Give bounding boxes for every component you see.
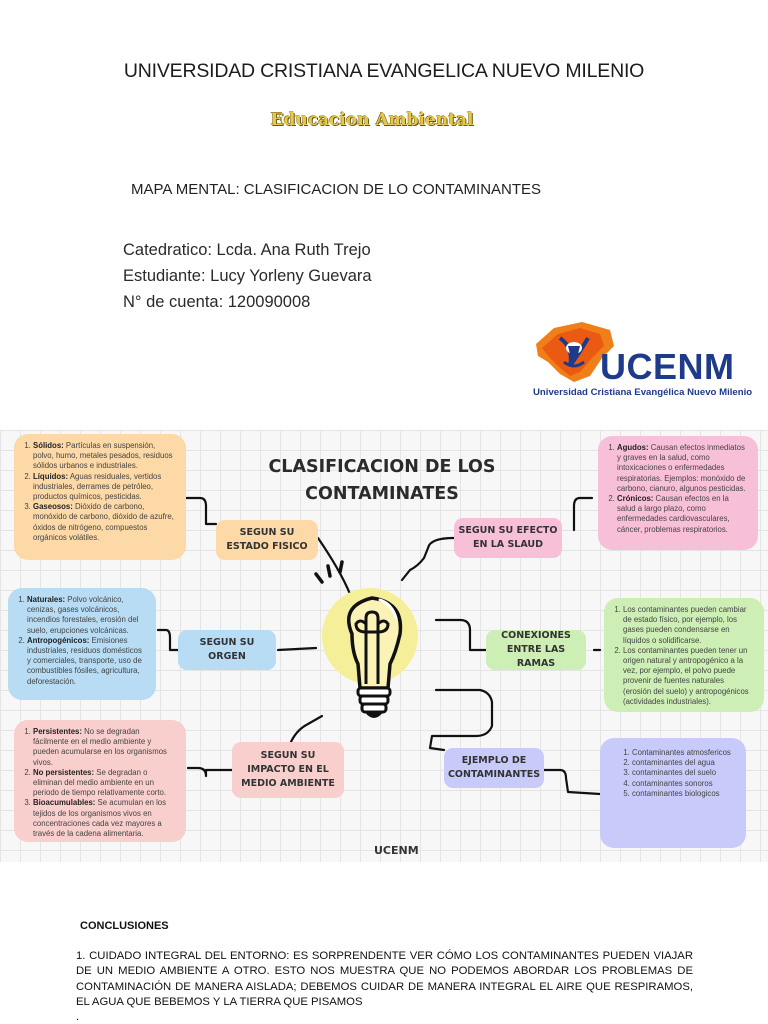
efecto-salud-list — [606, 443, 748, 535]
conclusions-text: 1. CUIDADO INTEGRAL DEL ENTORNO: ES SORPRENDENTE VER CÓMO LOS CONTAMINANTES PUEDEN VIAJAR DE UN MEDIO AMBIENTE A OTRO. ESTO NOS MUESTRA QUE NO PODEMOS ABORDAR LOS PROBLEMAS DE CONTAMINACIÓN DE MANERA AISLADA; DEBEMOS CUIDAR DE MANERA INTEGRAL EL AIRE QUE RESPIRAMOS, EL AGUA QUE BEBEMOS Y LA TIERRA QUE PISAMOS — [76, 950, 693, 1008]
list-item: 1. Los contaminantes pueden cambiar de estado físico, por ejemplo, los gases pueden condensarse en líquidos o solidificarse. — [623, 605, 754, 646]
node-conexiones: CONEXIONES ENTRE LAS RAMAS — [486, 630, 586, 670]
document-title: MAPA MENTAL: CLASIFICACION DE LO CONTAMINANTES — [131, 181, 542, 198]
list-item-term: Crónicos: — [617, 494, 654, 504]
list-item-text: Causan efectos en la salud a largo plazo, como enfermedades cardiovasculares, cáncer, problemas respiratorios. — [617, 494, 730, 534]
list-item-text: No se degradan fácilmente en el medio ambiente y pueden acumularse en los organismos vivos. — [33, 727, 167, 767]
list-item: 2. Los contaminantes pueden tener un origen natural y antropogénico a la vez, por ejemplo, el polvo puede provenir de fuentes naturales (erosión del suelo) y antropogénicos (actividades industriales). — [623, 646, 754, 707]
list-item-term: Agudos: — [617, 443, 649, 452]
list-item: 2. contaminantes del agua — [632, 758, 736, 768]
list-item — [617, 494, 748, 535]
list-item — [33, 441, 176, 472]
logo-wordmark: UCENM — [600, 346, 735, 387]
conexiones-list — [612, 605, 754, 707]
list-item-text: Causan efectos inmediatos y graves en la salud, como intoxicaciones o enfermedades respiratorias. Ejemplos: monóxido de carbono, cianuro, algunos pesticidas. — [617, 443, 746, 493]
list-item-term: Sólidos: — [33, 441, 64, 450]
conclusions-title: CONCLUSIONES — [80, 920, 169, 932]
list-item-text: Emisiones industriales, residuos domésticos y comerciales, transporte, uso de combustibles fósiles, agricultura, deforestación. — [27, 635, 142, 686]
ejemplo-list — [608, 748, 736, 799]
list-item-term: Persistentes: — [33, 727, 82, 736]
list-item — [33, 768, 176, 799]
list-item — [617, 443, 748, 494]
leaf-efecto-salud — [598, 436, 758, 550]
list-item-text: Se acumulan en los tejidos de los organismos vivos en concentraciones cada vez mayores a través de la cadena alimentaria. — [33, 798, 167, 839]
mind-map — [0, 430, 768, 862]
leaf-estado-fisico — [14, 434, 186, 560]
list-item: 4. contaminantes sonoros — [632, 779, 736, 789]
leaf-conexiones — [604, 598, 764, 712]
list-item-text: Partículas en suspensión, polvo, humo, metales pesados, residuos sólidos urbanos e industriales. — [33, 441, 173, 471]
list-item: 3. contaminantes del suelo — [632, 768, 736, 778]
list-item — [33, 472, 176, 503]
estado-fisico-list — [22, 441, 176, 543]
leaf-origen — [8, 588, 156, 700]
list-item-text: Dióxido de carbono, monóxido de carbono, dióxido de azufre, óxidos de nitrógeno, compuestos orgánicos volátiles. — [33, 502, 174, 542]
list-item-term: Bioacumulables: — [33, 798, 96, 808]
list-item — [33, 727, 176, 768]
logo-subtitle: Universidad Cristiana Evangélica Nuevo Milenio — [533, 387, 753, 398]
list-item — [27, 636, 146, 687]
lightbulb-icon — [300, 560, 460, 740]
conclusions-trailing: . — [76, 1011, 80, 1023]
list-item — [33, 502, 176, 543]
list-item-text: Se degradan o eliminan del medio ambiente en un periodo de tiempo relativamente corto. — [33, 767, 167, 798]
university-title: UNIVERSIDAD CRISTIANA EVANGELICA NUEVO MILENIO — [123, 60, 645, 82]
list-item-text: Aguas residuales, vertidos industriales, derrames de petróleo, productos químicos, pesticidas. — [33, 471, 162, 502]
mind-map-footer: UCENM — [374, 844, 419, 857]
account-line: N° de cuenta: 120090008 — [123, 293, 311, 311]
node-impacto: SEGUN SU IMPACTO EN EL MEDIO AMBIENTE — [232, 742, 344, 798]
node-efecto-salud: SEGUN SU EFECTO EN LA SLAUD — [454, 518, 562, 558]
list-item — [27, 595, 146, 636]
list-item — [33, 798, 176, 839]
list-item-term: Antropogénicos: — [27, 635, 90, 645]
node-origen: SEGUN SU ORGEN — [178, 630, 276, 670]
origen-list — [16, 595, 146, 687]
leaf-ejemplo — [600, 738, 746, 848]
subject-title: Educacion Ambiental — [270, 110, 474, 130]
leaf-impacto — [14, 720, 186, 842]
list-item-term: Naturales: — [27, 595, 66, 604]
instructor-line: Catedratico: Lcda. Ana Ruth Trejo — [123, 241, 371, 259]
student-line: Estudiante: Lucy Yorleny Guevara — [123, 267, 372, 285]
list-item-text: Polvo volcánico, cenizas, gases volcánicos, incendios forestales, erosión del suelo, erupciones volcánicas. — [27, 595, 139, 635]
list-item-term: No persistentes: — [33, 767, 95, 777]
list-item-term: Líquidos: — [33, 471, 69, 481]
list-item-term: Gaseosos: — [33, 502, 73, 512]
mind-map-title: CLASIFICACION DE LOS CONTAMINATES — [268, 457, 496, 504]
node-ejemplo: EJEMPLO DE CONTAMINANTES — [444, 748, 544, 788]
impacto-list — [22, 727, 176, 839]
list-item: 5. contaminantes biologicos — [632, 789, 736, 799]
node-estado-fisico: SEGUN SU ESTADO FISICO — [216, 520, 318, 560]
list-item: 1. Contaminantes atmosfericos — [632, 748, 736, 758]
